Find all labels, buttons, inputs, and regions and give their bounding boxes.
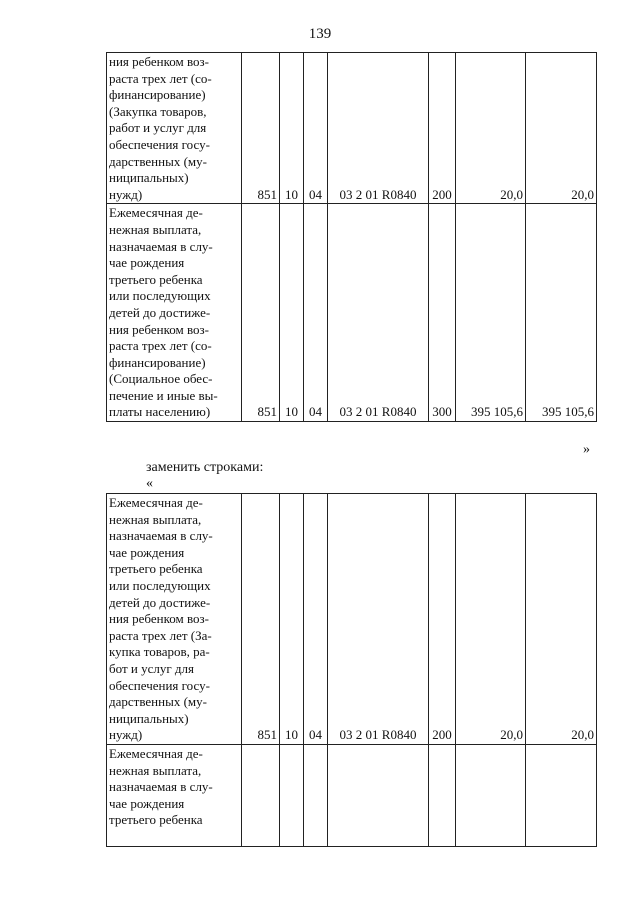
rz-cell: 10: [280, 53, 304, 204]
sum-cell-1: [456, 744, 526, 846]
page-number: 139: [308, 26, 332, 42]
csr-cell: 03 2 01 R0840: [328, 53, 429, 204]
row-description: ния ребенком воз- раста трех лет (со- финансирование) (Закупка товаров, работ и услуг для обеспечения госу- дарственных (му- ниципальных) нужд): [107, 53, 242, 204]
table-row: [107, 494, 597, 745]
rz-cell: 10: [280, 494, 304, 745]
grbs-cell: [242, 744, 280, 846]
budget-table-bottom: [106, 493, 597, 847]
pr-cell: 04: [304, 204, 328, 422]
table-row: [107, 204, 597, 422]
sum-cell-2: [526, 744, 597, 846]
rz-cell: [280, 744, 304, 846]
row-description: Ежемесячная де- нежная выплата, назначаемая в слу- чае рождения третьего ребенка или последующих детей до достиже- ния ребенком воз- раста трех лет (со- финансирование) (Социальное обес- печение и иные вы- платы населению): [107, 204, 242, 422]
table-row: [107, 53, 597, 204]
vr-cell: 200: [429, 53, 456, 204]
opening-quote-mark: «: [146, 476, 153, 491]
sum-cell-1: 395 105,6: [456, 204, 526, 422]
vr-cell: 200: [429, 494, 456, 745]
sum-cell-2: 20,0: [526, 53, 597, 204]
closing-quote-mark: »: [583, 442, 590, 457]
csr-cell: [328, 744, 429, 846]
csr-cell: 03 2 01 R0840: [328, 494, 429, 745]
grbs-cell: 851: [242, 204, 280, 422]
sum-cell-1: 20,0: [456, 53, 526, 204]
pr-cell: 04: [304, 494, 328, 745]
rz-cell: 10: [280, 204, 304, 422]
csr-cell: 03 2 01 R0840: [328, 204, 429, 422]
grbs-cell: 851: [242, 53, 280, 204]
row-description: Ежемесячная де- нежная выплата, назначаемая в слу- чае рождения третьего ребенка или последующих детей до достиже- ния ребенком воз- раста трех лет (За- купка товаров, ра- бот и услуг для обеспечения госу- дарственных (му- ниципальных) нужд): [107, 494, 242, 745]
replace-with-rows-text: заменить строками:: [146, 460, 264, 475]
vr-cell: [429, 744, 456, 846]
pr-cell: 04: [304, 53, 328, 204]
sum-cell-2: 20,0: [526, 494, 597, 745]
pr-cell: [304, 744, 328, 846]
row-description: Ежемесячная де- нежная выплата, назначаемая в слу- чае рождения третьего ребенка: [107, 744, 242, 846]
vr-cell: 300: [429, 204, 456, 422]
table-row: [107, 744, 597, 846]
grbs-cell: 851: [242, 494, 280, 745]
sum-cell-2: 395 105,6: [526, 204, 597, 422]
sum-cell-1: 20,0: [456, 494, 526, 745]
budget-table-top: [106, 52, 597, 422]
